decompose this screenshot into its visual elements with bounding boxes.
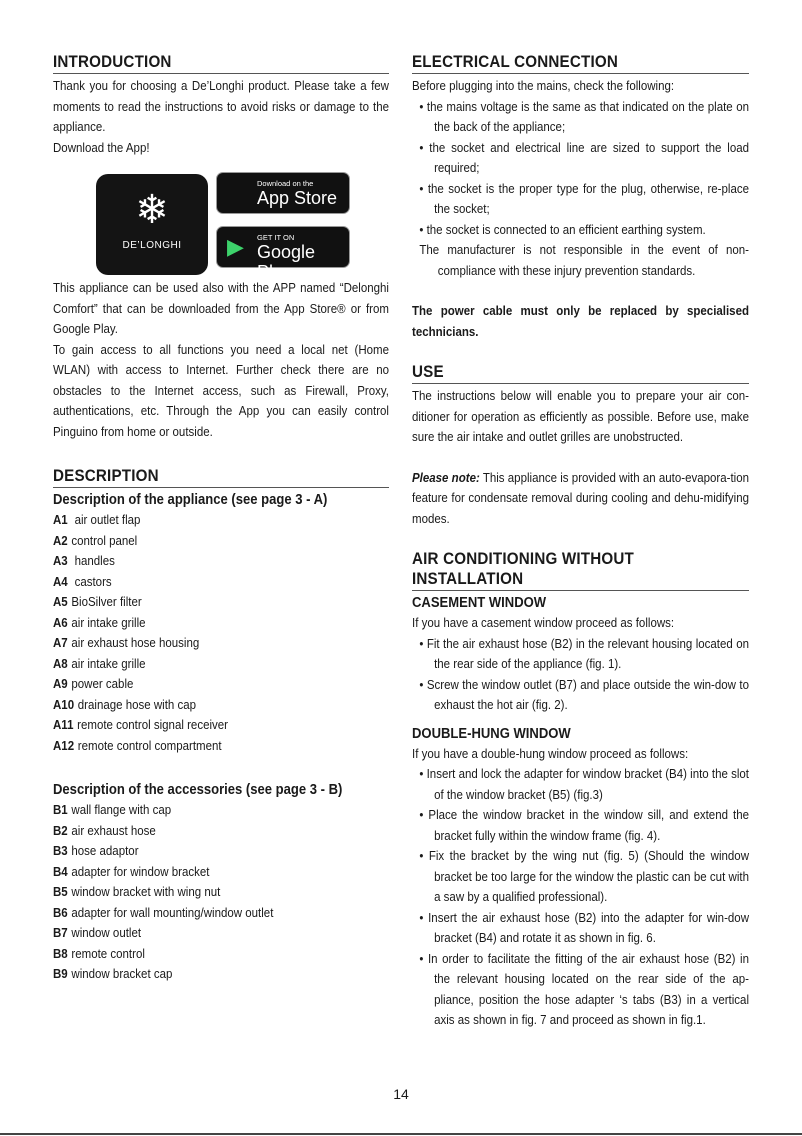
intro-paragraph: Thank you for choosing a De’Longhi product. Please take a few moments to read the instructions to avoid risks or damage to the appliance.	[53, 79, 390, 134]
electrical-heading-wrap	[412, 52, 749, 74]
list-item: • Screw the window outlet (B7) and place outside the win-dow to exhaust the hot air (fig. 2).	[419, 677, 750, 712]
list-item: • Fix the bracket by the wing nut (fig. 5) (Should the window bracket be too large for the window the plastic can be cut with a saw by a qualified professional).	[419, 849, 750, 904]
doublehung-heading: DOUBLE-HUNG WINDOW	[412, 725, 571, 742]
list-item: A8 air intake grille	[53, 656, 146, 671]
list-item: • Insert the air exhaust hose (B2) into the adapter for win-dow bracket (B4) and rotate it as shown in fig. 6.	[419, 910, 750, 945]
introduction-heading-wrap	[53, 52, 389, 74]
list-item: B1 wall flange with cap	[53, 803, 172, 817]
list-item: B4 adapter for window bracket	[53, 864, 210, 879]
app-store-small-text: Download on the	[257, 179, 314, 188]
list-item: B2 air exhaust hose	[53, 823, 156, 838]
list-item: A6 air intake grille	[53, 615, 146, 630]
casement-heading: CASEMENT WINDOW	[412, 595, 547, 611]
list-item: A9 power cable	[53, 677, 134, 691]
appliance-list	[53, 510, 389, 756]
use-heading-wrap	[412, 362, 749, 384]
list-item: B8 remote control	[53, 946, 145, 961]
list-item: • Fit the air exhaust hose (B2) in the relevant housing located on the rear side of the appliance (fig. 1).	[419, 636, 750, 671]
list-item: B6 adapter for wall mounting/window outlet	[53, 905, 274, 920]
list-item: B5 window bracket with wing nut	[53, 885, 221, 899]
list-item: A12 remote control compartment	[53, 738, 222, 753]
description-heading: DESCRIPTION	[53, 467, 159, 485]
appliance-description-heading: Description of the appliance (see page 3 - A)	[53, 492, 328, 508]
list-item: B3 hose adaptor	[53, 844, 139, 858]
google-play-icon: ▶	[227, 234, 244, 259]
app-store-big-text: App Store	[257, 188, 338, 208]
list-item: • Insert and lock the adapter for window bracket (B4) into the slot of the window bracket (B5) (fig.3)	[419, 767, 750, 802]
ac-heading-wrap	[412, 549, 749, 591]
list-item: B7 window outlet	[53, 926, 142, 940]
accessories-list	[53, 800, 389, 985]
list-item: • the mains voltage is the same as that indicated on the plate on the back of the appliance;	[419, 99, 750, 134]
please-note-label: Please note:	[412, 470, 480, 485]
introduction-heading: INTRODUCTION	[53, 53, 172, 71]
accessories-description-heading: Description of the accessories (see page 3 - B)	[53, 782, 343, 798]
please-note	[412, 468, 749, 530]
list-item: • In order to facilitate the fitting of the air exhaust hose (B2) in the relevant housing located on the rear side of the ap-pliance, position the hose adapter ‘s tabs (B3) in a vertical axis as shown in fig. 7 and proceed as shown in fig.1.	[419, 951, 750, 1027]
list-item: • the socket and electrical line are sized to support the load required;	[419, 140, 750, 175]
doublehung-intro: If you have a double-hung window proceed as follows:	[412, 746, 689, 761]
app-store-badge[interactable]	[216, 172, 350, 214]
page-number: 14	[393, 1086, 409, 1102]
google-play-badge[interactable]	[216, 226, 350, 282]
power-cable-warning: The power cable must only be replaced by specialised technicians.	[412, 304, 750, 339]
list-item: A3 handles	[53, 554, 115, 568]
list-item: A7 air exhaust hose housing	[53, 636, 200, 650]
use-paragraph: The instructions below will enable you to prepare your air con-ditioner for operation as efficiently as possible. Before use, make sure the air intake and outlet grilles are unobstructed.	[412, 389, 750, 444]
wlan-paragraph: To gain access to all functions you need a local net (Home WLAN) with access to Internet. Further check there are no obstacles to the Internet access, such as Firewall, Proxy, authentications, etc. Through the App you can easily control Pinguino from home or outside.	[53, 342, 390, 439]
google-play-big-text: Google Play	[257, 242, 316, 282]
electrical-intro: Before plugging into the mains, check the following:	[412, 79, 675, 93]
google-play-small-text: GET IT ON	[257, 233, 295, 242]
list-item: A11 remote control signal receiver	[53, 718, 229, 732]
list-item: A5 BioSilver filter	[53, 595, 142, 609]
app-badges	[53, 164, 389, 282]
app-brand-label: DE’LONGHI	[122, 240, 182, 251]
electrical-heading: ELECTRICAL CONNECTION	[412, 53, 618, 71]
casement-intro: If you have a casement window proceed as follows:	[412, 616, 675, 630]
page-bottom-rule	[0, 1133, 802, 1135]
description-heading-wrap	[53, 466, 389, 488]
app-paragraph: This appliance can be used also with the APP named “Delonghi Comfort” that can be downloaded from the App Store® or from Google Play.	[53, 281, 390, 336]
list-item: B9 window bracket cap	[53, 967, 173, 981]
download-app-text: Download the App!	[53, 140, 150, 155]
list-item: A10 drainage hose with cap	[53, 697, 197, 712]
list-item: A2 control panel	[53, 533, 138, 548]
delonghi-app-icon[interactable]	[96, 174, 208, 275]
please-note-text: This appliance is provided with an auto-evapora-tion feature for condensate removal during cooling and dehu-midifying modes.	[412, 470, 750, 526]
use-heading: USE	[412, 363, 444, 381]
manufacturer-disclaimer: The manufacturer is not responsible in the event of non-compliance with these injury prevention standards.	[419, 243, 750, 278]
list-item: • the socket is the proper type for the plug, otherwise, re-place the socket;	[419, 181, 750, 216]
right-column	[412, 52, 749, 1031]
list-item: • the socket is connected to an efficient earthing system.	[419, 222, 706, 237]
ac-heading: AIR CONDITIONING WITHOUT INSTALLATION	[412, 550, 634, 588]
snowflake-icon: ❄	[135, 188, 169, 232]
left-column	[53, 52, 389, 985]
list-item: • Place the window bracket in the window sill, and extend the bracket fully within the window frame (fig. 4).	[419, 808, 750, 843]
list-item: A4 castors	[53, 574, 112, 589]
list-item: A1 air outlet flap	[53, 513, 141, 527]
